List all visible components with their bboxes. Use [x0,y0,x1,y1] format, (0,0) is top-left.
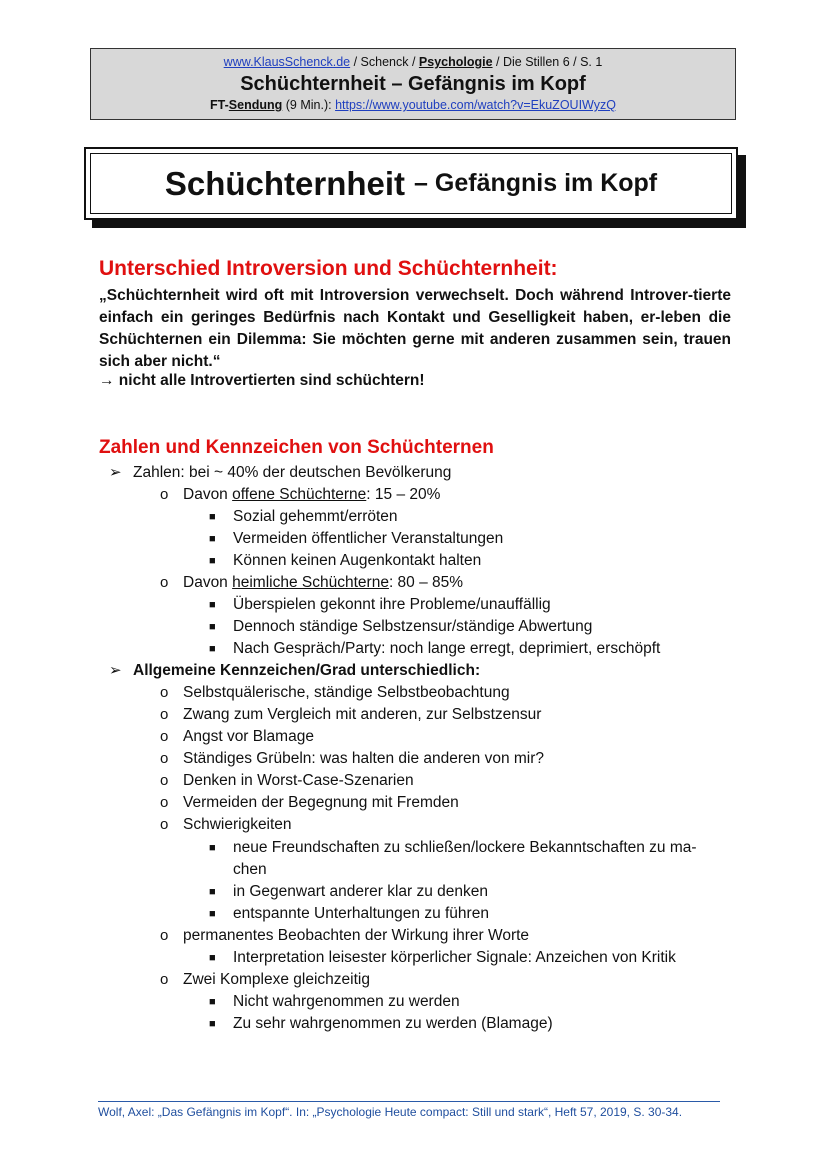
ft-sendung: Sendung [228,98,283,112]
video-line [91,97,735,114]
title-inner [90,153,732,214]
title-main: Schüchternheit [164,164,406,202]
schwierigkeiten-sub-item: entspannte Unterhaltungen zu führen [233,905,489,922]
circle-bullet-icon: o [160,574,169,591]
heimlich-sub-item: Nach Gespräch/Party: noch lange erregt, deprimiert, erschöpft [233,640,661,657]
section1-heading: Unterschied Introversion und Schüchternheit: [99,257,558,280]
square-bullet-icon: ■ [209,599,216,611]
ft-label: FT- [210,98,229,112]
section2-heading: Zahlen und Kennzeichen von Schüchternen [99,437,494,458]
square-bullet-icon: ■ [209,908,216,920]
heimlich-pre: Davon [183,574,233,591]
circle-bullet-icon: o [160,684,169,701]
kennzeichen-item: Denken in Worst-Case-Szenarien [183,772,414,789]
header-box [90,48,736,120]
beobachten-sub-item: Interpretation leisester körperlicher Signale: Anzeichen von Kritik [233,949,676,966]
komplexe-sub-item: Nicht wahrgenommen zu werden [233,993,460,1010]
circle-bullet-icon: o [160,816,169,833]
offen-pre: Davon [183,486,233,503]
footer-rule [98,1101,720,1102]
circle-bullet-icon: o [160,750,169,767]
schwierigkeiten-sub-item: in Gegenwart anderer klar zu denken [233,883,489,900]
footer-citation: Wolf, Axel: „Das Gefängnis im Kopf“. In: „Psychologie Heute compact: Still und stark“, Heft 57, 2019, S. 30-34. [98,1105,683,1119]
title-rest: – Gefängnis im Kopf [414,169,658,197]
arrow-bullet-icon: ➢ [109,464,122,481]
square-bullet-icon: ■ [209,533,216,545]
square-bullet-icon: ■ [209,555,216,567]
breadcrumb [91,54,735,71]
offen-sub-item: Sozial gehemmt/erröten [233,508,398,525]
circle-bullet-icon: o [160,971,169,988]
ft-duration: (9 Min.): [282,98,336,112]
schwierigkeiten-sub-item-cont: chen [233,861,267,878]
schwierigkeiten-sub-item: neue Freundschaften zu schließen/lockere Bekanntschaften zu ma- [233,839,697,856]
kennzeichen-item: Angst vor Blamage [183,728,314,745]
kennzeichen-item: Zwang zum Vergleich mit anderen, zur Selbstzensur [183,706,542,723]
circle-bullet-icon: o [160,728,169,745]
arrow-bullet-icon: ➢ [109,662,122,679]
kennzeichen-item: Schwierigkeiten [183,816,292,833]
circle-bullet-icon: o [160,794,169,811]
header-title: Schüchternheit – Gefängnis im Kopf [240,73,586,95]
offen-sub-item: Können keinen Augenkontakt halten [233,552,482,569]
square-bullet-icon: ■ [209,621,216,633]
offen-label: offene Schüchterne [232,486,367,503]
kennzeichen-item: Ständiges Grübeln: was halten die anderen von mir? [183,750,545,767]
site-link[interactable]: www.KlausSchenck.de [223,55,351,69]
offen-item [183,484,440,506]
circle-bullet-icon: o [160,772,169,789]
square-bullet-icon: ■ [209,952,216,964]
breadcrumb-sep: / Schenck / [350,55,419,69]
square-bullet-icon: ■ [209,643,216,655]
komplexe-item: Zwei Komplexe gleichzeitig [183,971,370,988]
square-bullet-icon: ■ [209,886,216,898]
komplexe-sub-item: Zu sehr wahrgenommen zu werden (Blamage) [233,1015,553,1032]
video-link[interactable]: https://www.youtube.com/watch?v=EkuZOUIWyzQ [335,98,616,112]
circle-bullet-icon: o [160,927,169,944]
heimlich-post: : 80 – 85% [388,574,464,591]
kennzeichen-item: Selbstquälerische, ständige Selbstbeobachtung [183,684,510,701]
kennzeichen-item: Vermeiden der Begegnung mit Fremden [183,794,459,811]
heimlich-label: heimliche Schüchterne [232,574,389,591]
square-bullet-icon: ■ [209,996,216,1008]
offen-sub-item: Vermeiden öffentlicher Veranstaltungen [233,530,504,547]
beobachten-item: permanentes Beobachten der Wirkung ihrer Worte [183,927,530,944]
heimlich-sub-item: Dennoch ständige Selbstzensur/ständige Abwertung [233,618,593,635]
heimlich-sub-item: Überspielen gekonnt ihre Probleme/unauffällig [233,596,551,613]
subject-label: Psychologie [418,55,493,69]
title-box [84,147,738,220]
square-bullet-icon: ■ [209,1018,216,1030]
allgemein-item: Allgemeine Kennzeichen/Grad unterschiedlich: [133,662,481,679]
heimlich-item [183,572,463,594]
circle-bullet-icon: o [160,486,169,503]
square-bullet-icon: ■ [209,511,216,523]
section1-quote: „Schüchternheit wird oft mit Introversion verwechselt. Doch während Introver-tierte einfach ein geringes Bedürfnis nach Kontakt und Geselligkeit haben, er-leben die Schüchternen ein Dilemma: Sie möchten gerne mit anderen zusammen sein, trauen sich aber nicht.“ [99,287,731,370]
offen-post: : 15 – 20% [366,486,441,503]
zahlen-item: Zahlen: bei ~ 40% der deutschen Bevölkerung [133,464,452,481]
breadcrumb-rest: / Die Stillen 6 / S. 1 [492,55,603,69]
circle-bullet-icon: o [160,706,169,723]
section1-conclusion: → nicht alle Introvertierten sind schüchtern! [99,372,425,389]
square-bullet-icon: ■ [209,842,216,854]
